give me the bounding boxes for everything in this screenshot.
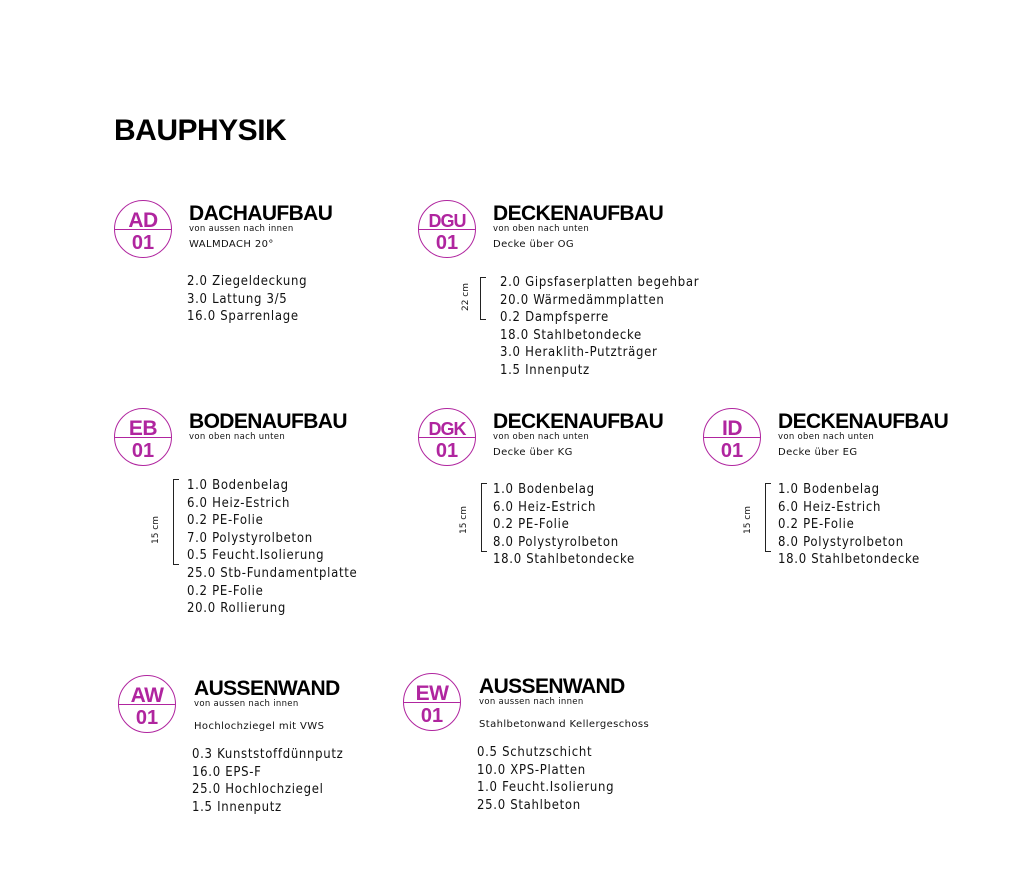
layer-item: 1.0 Bodenbelag xyxy=(778,482,880,497)
thickness-bracket xyxy=(765,483,771,552)
layer-item: 2.0 Ziegeldeckung xyxy=(187,274,308,289)
thickness-bracket xyxy=(480,277,486,320)
layer-item: 6.0 Heiz-Estrich xyxy=(778,499,882,515)
layer-item: 20.0 Rollierung xyxy=(187,601,286,617)
layer-item: 18.0 Stahlbetondecke xyxy=(778,552,920,568)
layer-item: 25.0 Stahlbeton xyxy=(477,797,581,813)
block-title: AUSSENWAND xyxy=(194,677,340,700)
layer-list xyxy=(187,273,307,326)
block-subtitle: von oben nach unten xyxy=(189,432,286,442)
layer-item: 3.0 Heraklith-Putzträger xyxy=(500,345,658,361)
layer-list xyxy=(500,274,699,380)
badge-divider xyxy=(114,229,172,230)
block-title: AUSSENWAND xyxy=(479,675,625,698)
block-title: BODENAUFBAU xyxy=(189,410,347,433)
block-description: WALMDACH 20° xyxy=(189,239,274,250)
thickness-bracket xyxy=(173,479,179,565)
block-subtitle: von oben nach unten xyxy=(493,432,590,442)
badge-code: ID xyxy=(722,417,742,440)
block-id01 xyxy=(703,408,993,588)
block-description: Stahlbetonwand Kellergeschoss xyxy=(479,719,650,730)
badge-code: DGU xyxy=(428,211,466,231)
badge-code: AD xyxy=(128,209,158,232)
thickness-label: 15 cm xyxy=(743,505,753,535)
badge-number: 01 xyxy=(131,440,155,462)
badge-divider xyxy=(118,704,176,705)
badge-number: 01 xyxy=(435,440,459,462)
code-badge xyxy=(114,200,172,258)
layer-item: 0.2 PE-Folie xyxy=(187,583,264,599)
layer-item: 1.5 Innenputz xyxy=(192,799,282,815)
block-eb01 xyxy=(114,408,404,628)
block-subtitle: von aussen nach innen xyxy=(189,224,294,234)
block-subtitle: von aussen nach innen xyxy=(194,699,299,709)
thickness-label: 15 cm xyxy=(151,515,161,545)
block-title: DACHAUFBAU xyxy=(189,202,333,225)
block-ew01 xyxy=(403,673,693,823)
badge-number: 01 xyxy=(435,232,459,254)
layer-item: 2.0 Gipsfaserplatten begehbar xyxy=(500,275,700,290)
badge-number: 01 xyxy=(420,705,444,727)
layer-item: 0.2 PE-Folie xyxy=(493,517,570,533)
badge-code: AW xyxy=(130,684,164,707)
badge-code: DGK xyxy=(428,419,466,439)
layer-item: 0.5 Feucht.Isolierung xyxy=(187,548,325,564)
layer-item: 16.0 Sparrenlage xyxy=(187,309,299,325)
block-title: DECKENAUFBAU xyxy=(493,202,664,225)
layer-item: 18.0 Stahlbetondecke xyxy=(500,327,642,343)
layer-list xyxy=(778,481,920,569)
block-dgu01 xyxy=(418,200,738,380)
badge-code: EB xyxy=(128,417,158,440)
layer-item: 1.0 Feucht.Isolierung xyxy=(477,780,615,796)
block-description: Decke über KG xyxy=(493,447,573,458)
layer-item: 0.2 PE-Folie xyxy=(778,517,855,533)
layer-item: 0.5 Schutzschicht xyxy=(477,745,593,760)
code-badge xyxy=(418,408,476,466)
layer-item: 6.0 Heiz-Estrich xyxy=(187,495,291,511)
block-aw01 xyxy=(118,675,388,825)
layer-item: 8.0 Polystyrolbeton xyxy=(493,534,619,550)
badge-divider xyxy=(403,702,461,703)
layer-item: 25.0 Hochlochziegel xyxy=(192,782,324,798)
block-description: Hochlochziegel mit VWS xyxy=(194,721,325,732)
layer-item: 8.0 Polystyrolbeton xyxy=(778,534,904,550)
code-badge xyxy=(118,675,176,733)
layer-item: 1.0 Bodenbelag xyxy=(493,482,595,497)
block-title: DECKENAUFBAU xyxy=(778,410,949,433)
badge-divider xyxy=(418,437,476,438)
layer-item: 6.0 Heiz-Estrich xyxy=(493,499,597,515)
thickness-label: 15 cm xyxy=(459,505,469,535)
block-subtitle: von oben nach unten xyxy=(493,224,590,234)
code-badge xyxy=(114,408,172,466)
badge-number: 01 xyxy=(131,232,155,254)
layer-list xyxy=(192,746,344,816)
layer-list xyxy=(493,481,635,569)
layer-list xyxy=(187,477,357,618)
layer-item: 3.0 Lattung 3/5 xyxy=(187,291,288,307)
block-subtitle: von aussen nach innen xyxy=(479,697,584,707)
layer-item: 20.0 Wärmedämmplatten xyxy=(500,292,665,308)
block-ad01 xyxy=(114,200,374,330)
badge-divider xyxy=(114,437,172,438)
code-badge xyxy=(703,408,761,466)
block-description: Decke über EG xyxy=(778,447,858,458)
layer-item: 25.0 Stb-Fundamentplatte xyxy=(187,565,358,581)
layer-list xyxy=(477,744,614,814)
badge-divider xyxy=(703,437,761,438)
badge-number: 01 xyxy=(720,440,744,462)
layer-item: 1.5 Innenputz xyxy=(500,362,590,378)
code-badge xyxy=(403,673,461,731)
layer-item: 16.0 EPS-F xyxy=(192,764,262,780)
thickness-bracket xyxy=(481,483,487,552)
layer-item: 0.2 PE-Folie xyxy=(187,513,264,529)
block-description: Decke über OG xyxy=(493,239,575,250)
code-badge xyxy=(418,200,476,258)
badge-divider xyxy=(418,229,476,230)
layer-item: 18.0 Stahlbetondecke xyxy=(493,552,635,568)
block-subtitle: von oben nach unten xyxy=(778,432,875,442)
layer-item: 1.0 Bodenbelag xyxy=(187,478,289,493)
layer-item: 10.0 XPS-Platten xyxy=(477,762,586,778)
block-title: DECKENAUFBAU xyxy=(493,410,664,433)
thickness-label: 22 cm xyxy=(461,282,471,312)
layer-item: 0.3 Kunststoffdünnputz xyxy=(192,747,344,762)
badge-code: EW xyxy=(415,682,449,705)
layer-item: 0.2 Dampfsperre xyxy=(500,310,609,326)
page-title: BAUPHYSIK xyxy=(114,114,287,147)
badge-number: 01 xyxy=(135,707,159,729)
layer-item: 7.0 Polystyrolbeton xyxy=(187,530,313,546)
block-dgk01 xyxy=(418,408,698,588)
